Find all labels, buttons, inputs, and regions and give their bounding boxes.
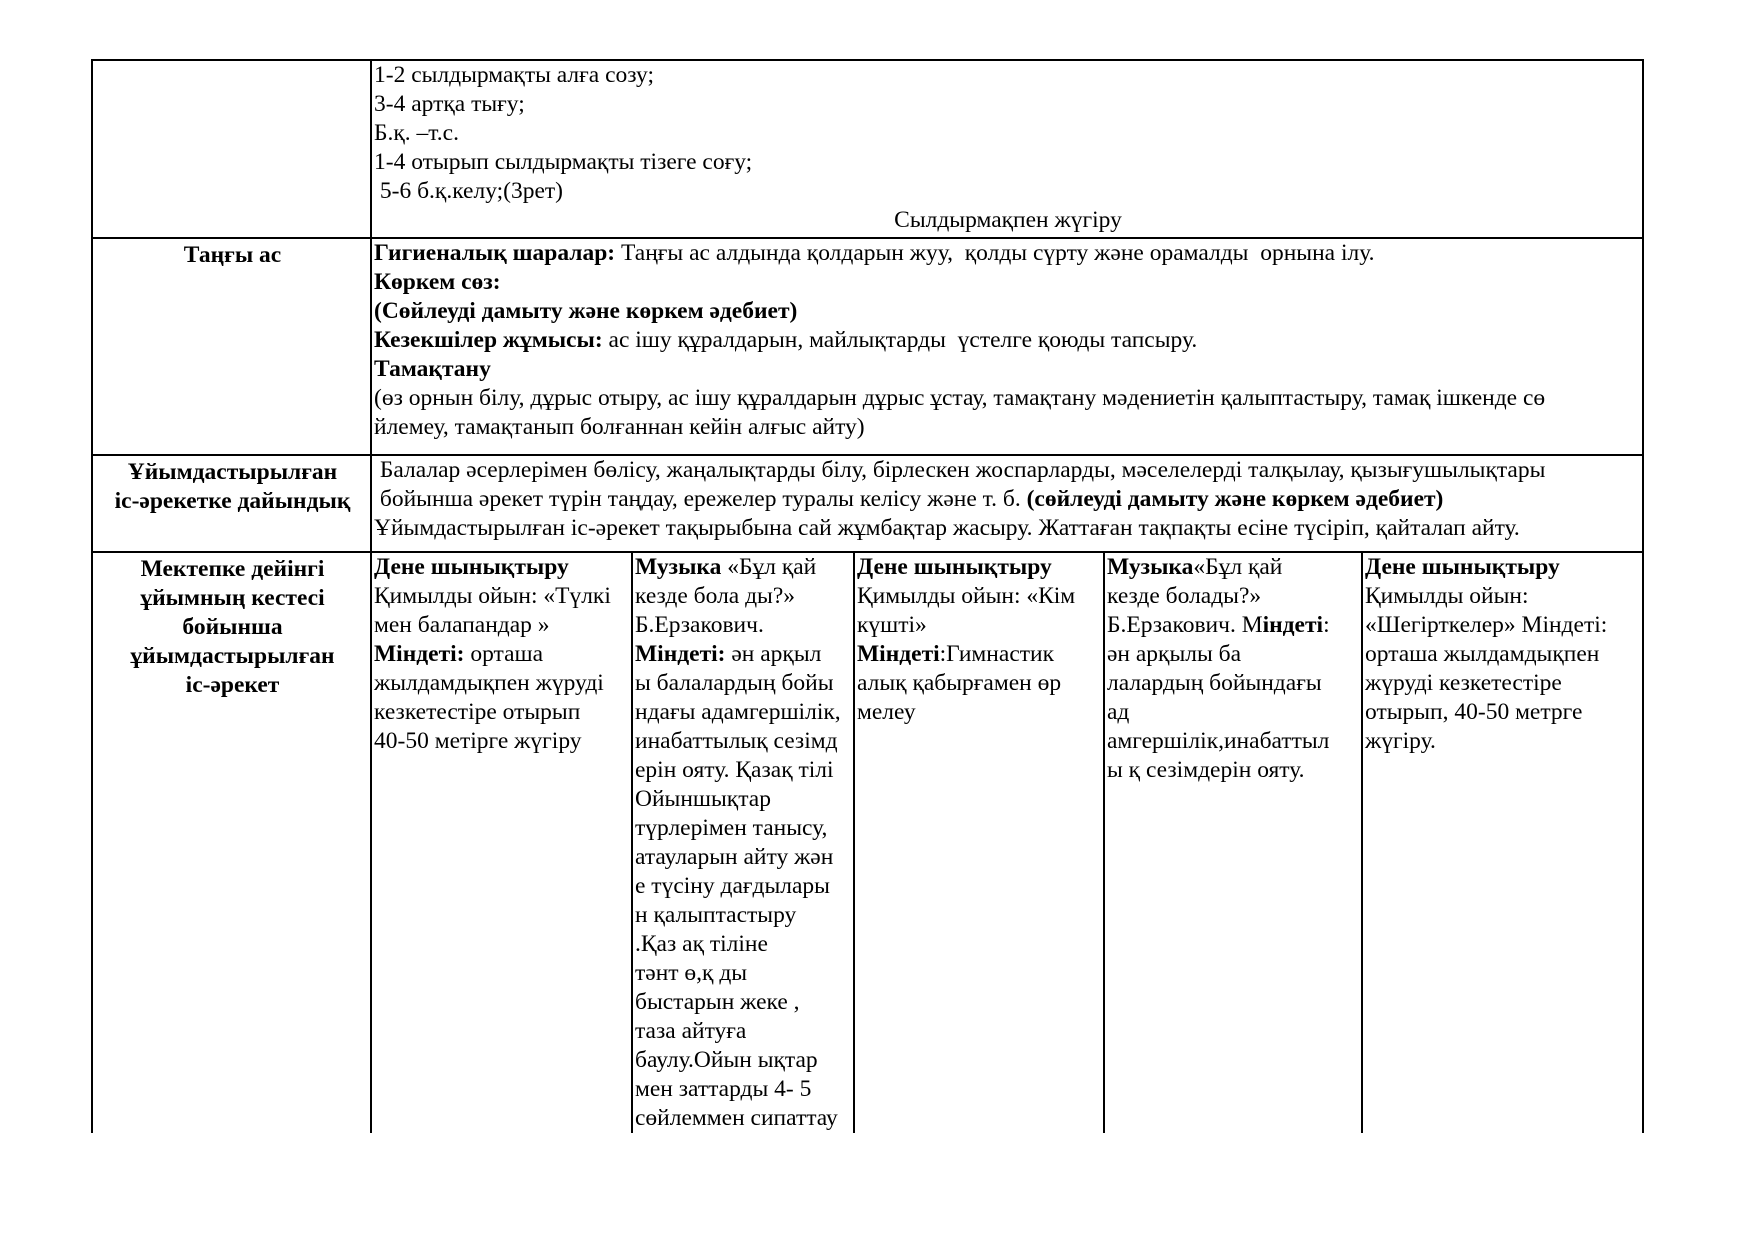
row-preparation-label-line: Ұйымдастырылған — [127, 459, 338, 485]
exercise-line: 1-2 сылдырмақты алға созу; — [374, 62, 655, 88]
exercise-line: 5-6 б.қ.келу;(3рет) — [374, 178, 564, 204]
activity-line: н қалыптастыру — [635, 902, 797, 928]
row-breakfast-content — [371, 238, 1643, 455]
activity-cell-3 — [854, 552, 1104, 1133]
row-preparation-label — [92, 455, 371, 552]
activity-line: орташа — [464, 641, 544, 667]
activity-line: ерін ояту. Қазақ тілі — [635, 757, 834, 783]
row-breakfast — [92, 238, 1643, 455]
activity-line: ы балалардың бойы — [635, 670, 834, 696]
activity-line: жылдамдықпен жүруді — [374, 670, 604, 696]
activity-title — [857, 553, 1103, 582]
activity-line: амгершілік,инабаттыл — [1107, 728, 1330, 754]
speech-dev-heading: (Сөйлеуді дамыту және көркем әдебиет) — [374, 298, 798, 324]
artistic-word-heading: Көркем сөз: — [374, 269, 501, 295]
activity-line: е түсіну дағдылары — [635, 873, 830, 899]
activity-line: тәнт ө,қ ды — [635, 960, 748, 986]
duty-line — [374, 326, 1642, 355]
meal-text-line: йлемеу, тамақтанып болғаннан кейін алғыс айту) — [374, 414, 865, 440]
activity-line: :Гимнастик — [939, 641, 1055, 667]
activity-line: түрлерімен танысу, — [635, 815, 828, 841]
meal-text-line: (өз орнын білу, дұрыс отыру, ас ішу құралдарын дұрыс ұстау, тамақтану мәдениетін қалыптастыру, тамақ ішкенде сө — [374, 385, 1546, 411]
task-label: Міндеті: — [635, 641, 726, 667]
activity-line: баулу.Ойын ықтар — [635, 1047, 818, 1073]
activity-line: ад — [1107, 699, 1130, 725]
activity-task-line — [857, 640, 1103, 669]
row-activities-label-line: ұйымның кестесі — [140, 585, 325, 611]
activity-title — [1365, 553, 1642, 582]
activity-line: .Қаз ақ тіліне — [635, 931, 768, 957]
activity-title — [1107, 553, 1361, 582]
activity-line: мен заттарды 4- 5 — [635, 1076, 812, 1102]
activity-line: отырып, 40-50 метрге — [1365, 699, 1583, 725]
preparation-line: Ұйымдастырылған іс-әрекет тақырыбына сай жұмбақтар жасыру. Жаттаған тақпақты есіне түсіріп, қайталап айту. — [374, 515, 1520, 541]
exercise-centered-line: Сылдырмақпен жүгіру — [894, 207, 1122, 233]
activity-task-line — [635, 640, 853, 669]
activity-title-rest: «Бұл қай — [721, 554, 817, 580]
activity-task-line — [374, 640, 631, 669]
activity-line: лалардың бойындағы — [1107, 670, 1322, 696]
activity-cell-1 — [371, 552, 632, 1133]
row-preparation — [92, 455, 1643, 552]
activity-line: жүруді кезкетестіре — [1365, 670, 1562, 696]
activity-line: мелеу — [857, 699, 916, 725]
activity-line: Б.Ерзакович. — [635, 612, 764, 638]
activity-line: орташа жылдамдықпен — [1365, 641, 1600, 667]
row-activities-label-line: іс-әрекет — [185, 672, 280, 698]
activity-title-rest: «Бұл қай — [1193, 554, 1283, 580]
activity-line: ндағы адамгершілік, — [635, 699, 841, 725]
activity-cell-4 — [1104, 552, 1362, 1133]
row-preparation-label-line: іс-әрекетке дайындық — [114, 488, 351, 514]
row-exercise-content — [371, 60, 1643, 238]
activity-title-text: Дене шынықтыру — [857, 554, 1052, 580]
exercise-line: 1-4 отырып сылдырмақты тізеге соғу; — [374, 149, 753, 175]
activity-line: «Шегірткелер» Міндеті: — [1365, 612, 1608, 638]
activity-line: быстарын жеке , — [635, 989, 800, 1015]
preparation-line: Балалар әсерлерімен бөлісу, жаңалықтарды білу, бірлескен жоспарларды, мәселелерді талқылау, қызығушылықтары — [374, 457, 1546, 483]
task-label: індеті — [1262, 612, 1324, 638]
preparation-line2-bold: (сөйлеуді дамыту және көркем әдебиет) — [1026, 486, 1444, 512]
activity-line: ән арқылы ба — [1107, 641, 1242, 667]
activity-line: Б.Ерзакович. М — [1107, 612, 1263, 638]
row-activities-label-line: ұйымдастырылған — [130, 643, 335, 669]
activity-line: Қимылды ойын: «Кім — [857, 583, 1076, 609]
activity-cell-5 — [1362, 552, 1643, 1133]
meal-heading: Тамақтану — [374, 356, 491, 382]
row-exercise-label-cell — [92, 60, 371, 238]
activity-line: : — [1323, 612, 1330, 638]
activity-line: Ойыншықтар — [635, 786, 771, 812]
duty-heading: Кезекшілер жұмысы: — [374, 327, 603, 353]
document-page — [91, 59, 1642, 1130]
activity-cell-2 — [632, 552, 854, 1133]
speech-dev-line — [374, 297, 1642, 326]
activity-line: алық қабырғамен өр — [857, 670, 1062, 696]
activity-line: атауларын айту жән — [635, 844, 834, 870]
activity-title-text: Дене шынықтыру — [374, 554, 569, 580]
activity-line: Қимылды ойын: — [1365, 583, 1529, 609]
activity-line: кезкетестіре отырып — [374, 699, 581, 725]
activity-title-text: Музыка — [1107, 554, 1194, 580]
activity-line: кезде бола ды?» — [635, 583, 796, 609]
row-activities-label-line: Мектепке дейінгі — [140, 556, 325, 582]
activity-title-text: Дене шынықтыру — [1365, 554, 1560, 580]
activity-title-text: Музыка — [635, 554, 722, 580]
artistic-word-line — [374, 268, 1642, 297]
activity-title — [635, 553, 853, 582]
row-activities-label — [92, 552, 371, 1133]
activity-title — [374, 553, 631, 582]
row-activities — [92, 552, 1643, 1133]
activity-line: сөйлеммен сипаттау — [635, 1105, 838, 1131]
task-label: Міндеті — [857, 641, 940, 667]
hygiene-heading: Гигиеналық шаралар: — [374, 240, 616, 266]
activity-line: 40-50 метірге жүгіру — [374, 728, 582, 754]
exercise-line: Б.қ. –т.с. — [374, 120, 459, 146]
activity-line: күшті» — [857, 612, 927, 638]
activity-line: мен балапандар » — [374, 612, 550, 638]
hygiene-line — [374, 239, 1642, 268]
row-breakfast-label-text: Таңғы ас — [183, 242, 282, 268]
row-breakfast-label — [92, 238, 371, 455]
duty-text: ас ішу құралдарын, майлықтарды үстелге қоюды тапсыру. — [602, 327, 1198, 353]
exercise-line: 3-4 артқа тығу; — [374, 91, 525, 117]
activity-line: таза айтуға — [635, 1018, 747, 1044]
row-preparation-content — [371, 455, 1643, 552]
preparation-line2-text: бойынша әрекет түрін таңдау, ережелер туралы келісу және т. б. — [374, 486, 1027, 512]
preparation-line — [374, 485, 1642, 514]
row-activities-label-line: бойынша — [182, 614, 283, 640]
activity-line: кезде болады?» — [1107, 583, 1262, 609]
activity-line: ән арқыл — [725, 641, 822, 667]
task-label: Міндеті: — [374, 641, 465, 667]
row-exercise — [92, 60, 1643, 238]
activity-task-line — [1107, 611, 1361, 640]
activity-line: инабаттылық сезімд — [635, 728, 838, 754]
hygiene-text: Таңғы ас алдында қолдарын жуу, қолды сүрту және орамалды орнына ілу. — [615, 240, 1375, 266]
activity-line: ы қ сезімдерін ояту. — [1107, 757, 1305, 783]
schedule-table — [91, 59, 1644, 1133]
activity-line: жүгіру. — [1365, 728, 1436, 754]
activity-line: Қимылды ойын: «Түлкі — [374, 583, 611, 609]
meal-line — [374, 355, 1642, 384]
